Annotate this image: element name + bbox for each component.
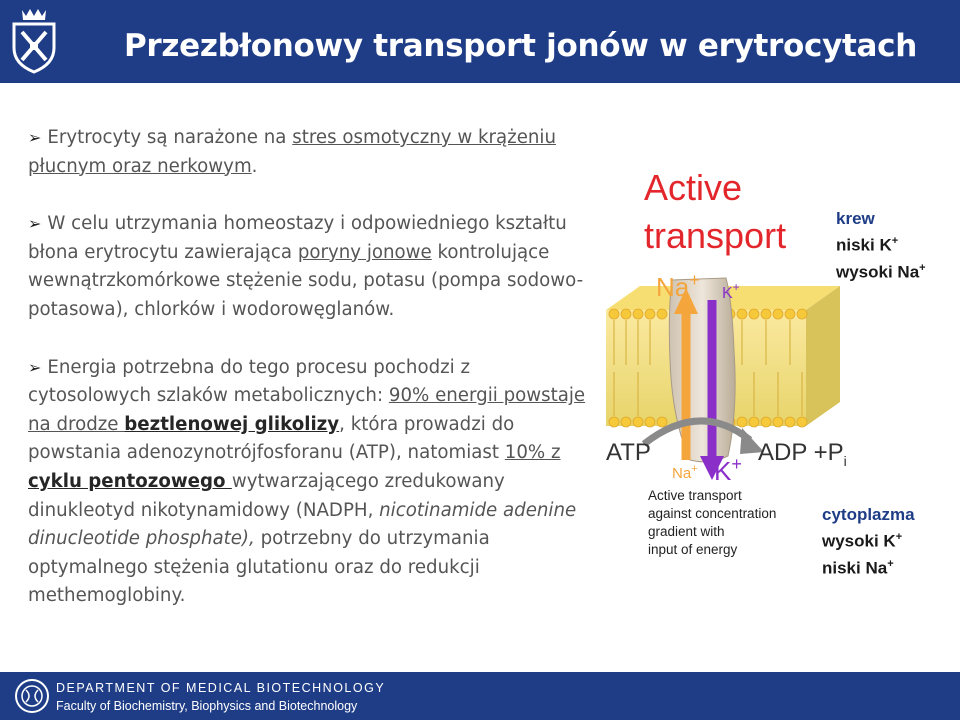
bullet-text: beztlenowej glikolizy: [124, 413, 340, 435]
bullet-list: [28, 124, 588, 640]
bullet-item: [28, 124, 588, 181]
footer-department: DEPARTMENT OF MEDICAL BIOTECHNOLOGY: [56, 681, 386, 695]
bullet-text: Energia potrzebna do tego procesu pochodzi z cytosolowych szlaków metabolicznych:: [28, 356, 471, 407]
na-top-label: Na+: [656, 270, 700, 302]
cytoplasm-heading: cytoplazma: [822, 505, 915, 524]
bullet-text: cyklu pentozowego: [28, 470, 232, 492]
bullet-text: 90% energii powstaje na drodze: [28, 385, 586, 435]
bullet-text: , która prowadzi do powstania adenozynotrójfosforanu (ATP), natomiast: [28, 413, 515, 464]
active-heading-line2: transport: [644, 215, 787, 256]
k-top-label: K+: [722, 280, 740, 302]
active-transport-diagram: [600, 160, 847, 580]
footer-faculty: Faculty of Biochemistry, Biophysics and Biotechnology: [56, 699, 358, 713]
department-logo-icon: [14, 678, 50, 714]
cytoplasm-high-k: wysoki K+: [822, 531, 903, 551]
arrow-bullet-icon: ➢: [28, 214, 42, 234]
blood-low-k: niski K+: [836, 235, 899, 255]
caption-line: gradient with: [648, 524, 725, 539]
blood-side-label: [836, 208, 926, 283]
blood-high-na: wysoki Na+: [836, 261, 926, 282]
university-crest-icon: [8, 6, 60, 74]
page-title: Przezbłonowy transport jonów w erytrocytach: [124, 28, 917, 64]
cytoplasm-side-label: [822, 504, 915, 579]
active-heading-line1: Active: [644, 167, 743, 208]
bullet-text: nicotinamide adenine dinucleotide phosphate),: [28, 499, 577, 550]
header-bar: [0, 0, 960, 83]
bullet-text: potrzebny do utrzymania optymalnego stężenia glutationu oraz do redukcji methemoglobiny.: [28, 528, 490, 607]
caption-line: Active transport: [648, 488, 742, 503]
footer-bar: [0, 672, 960, 720]
bullet-text: wytwarzającego zredukowany dinukleotyd nikotynamidowy (NADPH,: [28, 470, 505, 521]
bullet-text: Erytrocyty są narażone na: [47, 127, 293, 148]
bullet-text: stres osmotyczny w krążeniu płucnym oraz nerkowym: [28, 127, 556, 177]
bullet-text: W celu utrzymania homeostazy i odpowiedniego kształtu błona erytrocytu zawierająca: [28, 213, 567, 263]
atp-label: ATP: [606, 439, 651, 466]
adp-label: ADP $+P_i$: [758, 439, 847, 469]
bullet-text: 10% z: [504, 442, 561, 464]
k-bottom-label: K+: [714, 454, 742, 486]
bullet-text: poryny jonowe: [297, 241, 432, 263]
arrow-bullet-icon: ➢: [28, 357, 42, 377]
bullet-item: [28, 210, 588, 324]
cytoplasm-low-na: niski Na+: [822, 557, 894, 578]
arrow-bullet-icon: ➢: [28, 128, 42, 147]
na-bottom-label: Na+: [672, 463, 698, 482]
bullet-item: [28, 354, 588, 611]
bullet-text: .: [251, 155, 258, 177]
caption-line: input of energy: [648, 542, 738, 557]
blood-heading: krew: [836, 209, 875, 228]
caption-line: against concentration: [648, 506, 777, 521]
bullet-text: kontrolujące wewnątrzkomórkowe stężenie sodu, potasu (pompa sodowo-potasowa), chlorków i wodorowęglanów.: [28, 241, 584, 320]
